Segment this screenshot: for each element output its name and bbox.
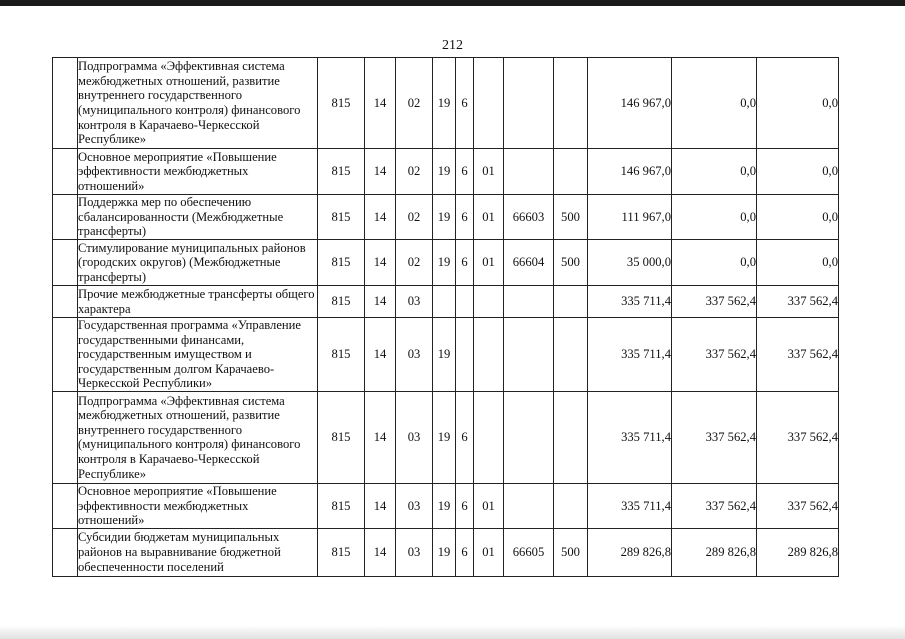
sum-year-3: 337 562,4 xyxy=(757,483,839,528)
code-expense-type xyxy=(554,483,588,528)
code-subprogram: 6 xyxy=(456,528,474,576)
row-name: Подпрограмма «Эффективная система межбюджетных отношений, развитие внутреннего государственного (муниципального контроля) финансового контроля в Карачаево-Черкесской Республике» xyxy=(78,58,318,149)
table-row xyxy=(53,58,839,149)
code-direction: 66603 xyxy=(504,195,554,240)
code-subprogram xyxy=(456,286,474,318)
row-blank-cell xyxy=(53,391,78,483)
code-direction xyxy=(504,58,554,149)
sum-year-3: 0,0 xyxy=(757,58,839,149)
code-activity xyxy=(474,286,504,318)
table-row xyxy=(53,195,839,240)
code-subprogram: 6 xyxy=(456,483,474,528)
code-ved: 815 xyxy=(318,240,365,286)
sum-year-2: 337 562,4 xyxy=(672,483,757,528)
sum-year-1: 35 000,0 xyxy=(588,240,672,286)
code-expense-type: 500 xyxy=(554,528,588,576)
code-direction xyxy=(504,483,554,528)
sum-year-1: 335 711,4 xyxy=(588,483,672,528)
sum-year-2: 337 562,4 xyxy=(672,286,757,318)
row-name: Основное мероприятие «Повышение эффективности межбюджетных отношений» xyxy=(78,483,318,528)
scan-bottom-edge xyxy=(0,625,905,639)
code-subprogram: 6 xyxy=(456,240,474,286)
row-name: Субсидии бюджетам муниципальных районов на выравнивание бюджетной обеспеченности поселений xyxy=(78,528,318,576)
code-section: 14 xyxy=(365,58,396,149)
sum-year-2: 0,0 xyxy=(672,58,757,149)
code-activity: 01 xyxy=(474,149,504,195)
code-subprogram xyxy=(456,318,474,392)
sum-year-3: 337 562,4 xyxy=(757,318,839,392)
sum-year-1: 146 967,0 xyxy=(588,149,672,195)
code-program: 19 xyxy=(433,318,456,392)
table-row xyxy=(53,149,839,195)
sum-year-2: 289 826,8 xyxy=(672,528,757,576)
row-blank-cell xyxy=(53,528,78,576)
code-ved: 815 xyxy=(318,58,365,149)
sum-year-3: 337 562,4 xyxy=(757,286,839,318)
sum-year-1: 146 967,0 xyxy=(588,58,672,149)
code-activity: 01 xyxy=(474,195,504,240)
code-subsection: 03 xyxy=(396,528,433,576)
code-direction xyxy=(504,149,554,195)
code-section: 14 xyxy=(365,483,396,528)
code-subprogram: 6 xyxy=(456,195,474,240)
budget-table xyxy=(52,57,839,577)
code-program: 19 xyxy=(433,483,456,528)
sum-year-2: 337 562,4 xyxy=(672,391,757,483)
code-expense-type: 500 xyxy=(554,195,588,240)
code-activity: 01 xyxy=(474,483,504,528)
code-program: 19 xyxy=(433,195,456,240)
code-activity: 01 xyxy=(474,528,504,576)
code-subprogram: 6 xyxy=(456,391,474,483)
row-blank-cell xyxy=(53,483,78,528)
code-expense-type xyxy=(554,149,588,195)
code-program: 19 xyxy=(433,391,456,483)
table-row xyxy=(53,528,839,576)
row-blank-cell xyxy=(53,149,78,195)
row-name: Подпрограмма «Эффективная система межбюджетных отношений, развитие внутреннего государственного (муниципального контроля) финансового контроля в Карачаево-Черкесской Республике» xyxy=(78,391,318,483)
code-activity: 01 xyxy=(474,240,504,286)
sum-year-2: 337 562,4 xyxy=(672,318,757,392)
row-name: Поддержка мер по обеспечению сбалансированности (Межбюджетные трансферты) xyxy=(78,195,318,240)
code-ved: 815 xyxy=(318,195,365,240)
sum-year-2: 0,0 xyxy=(672,240,757,286)
code-ved: 815 xyxy=(318,286,365,318)
code-activity xyxy=(474,58,504,149)
sum-year-1: 111 967,0 xyxy=(588,195,672,240)
code-program xyxy=(433,286,456,318)
sum-year-2: 0,0 xyxy=(672,195,757,240)
sum-year-1: 335 711,4 xyxy=(588,391,672,483)
row-name: Прочие межбюджетные трансферты общего характера xyxy=(78,286,318,318)
code-subprogram: 6 xyxy=(456,149,474,195)
code-section: 14 xyxy=(365,149,396,195)
code-program: 19 xyxy=(433,528,456,576)
sum-year-3: 0,0 xyxy=(757,149,839,195)
code-subsection: 03 xyxy=(396,286,433,318)
code-subsection: 02 xyxy=(396,240,433,286)
code-direction: 66604 xyxy=(504,240,554,286)
row-blank-cell xyxy=(53,286,78,318)
page-number: 212 xyxy=(442,38,463,53)
table-row xyxy=(53,483,839,528)
sum-year-1: 335 711,4 xyxy=(588,318,672,392)
row-blank-cell xyxy=(53,240,78,286)
table-row xyxy=(53,318,839,392)
code-ved: 815 xyxy=(318,528,365,576)
code-expense-type xyxy=(554,286,588,318)
code-direction xyxy=(504,391,554,483)
row-name: Основное мероприятие «Повышение эффективности межбюджетных отношений» xyxy=(78,149,318,195)
code-expense-type xyxy=(554,318,588,392)
code-subsection: 03 xyxy=(396,318,433,392)
code-section: 14 xyxy=(365,195,396,240)
table-row xyxy=(53,286,839,318)
code-ved: 815 xyxy=(318,391,365,483)
code-activity xyxy=(474,391,504,483)
code-program: 19 xyxy=(433,149,456,195)
scan-top-edge xyxy=(0,0,905,6)
code-subprogram: 6 xyxy=(456,58,474,149)
code-program: 19 xyxy=(433,58,456,149)
code-subsection: 03 xyxy=(396,391,433,483)
code-section: 14 xyxy=(365,391,396,483)
code-program: 19 xyxy=(433,240,456,286)
sum-year-1: 335 711,4 xyxy=(588,286,672,318)
sum-year-3: 337 562,4 xyxy=(757,391,839,483)
code-direction xyxy=(504,286,554,318)
table-row xyxy=(53,240,839,286)
sum-year-3: 289 826,8 xyxy=(757,528,839,576)
code-section: 14 xyxy=(365,240,396,286)
code-subsection: 02 xyxy=(396,195,433,240)
sum-year-2: 0,0 xyxy=(672,149,757,195)
code-ved: 815 xyxy=(318,318,365,392)
row-blank-cell xyxy=(53,318,78,392)
row-name: Стимулирование муниципальных районов (городских округов) (Межбюджетные трансферты) xyxy=(78,240,318,286)
code-section: 14 xyxy=(365,286,396,318)
table-row xyxy=(53,391,839,483)
code-direction: 66605 xyxy=(504,528,554,576)
code-activity xyxy=(474,318,504,392)
code-direction xyxy=(504,318,554,392)
code-expense-type: 500 xyxy=(554,240,588,286)
row-blank-cell xyxy=(53,58,78,149)
code-ved: 815 xyxy=(318,483,365,528)
code-subsection: 02 xyxy=(396,58,433,149)
code-section: 14 xyxy=(365,528,396,576)
row-blank-cell xyxy=(53,195,78,240)
sum-year-3: 0,0 xyxy=(757,240,839,286)
code-subsection: 03 xyxy=(396,483,433,528)
code-section: 14 xyxy=(365,318,396,392)
code-expense-type xyxy=(554,391,588,483)
row-name: Государственная программа «Управление государственными финансами, государственным имуществом и государственным долгом Карачаево-Черкесской Республики» xyxy=(78,318,318,392)
code-subsection: 02 xyxy=(396,149,433,195)
code-expense-type xyxy=(554,58,588,149)
sum-year-3: 0,0 xyxy=(757,195,839,240)
sum-year-1: 289 826,8 xyxy=(588,528,672,576)
code-ved: 815 xyxy=(318,149,365,195)
